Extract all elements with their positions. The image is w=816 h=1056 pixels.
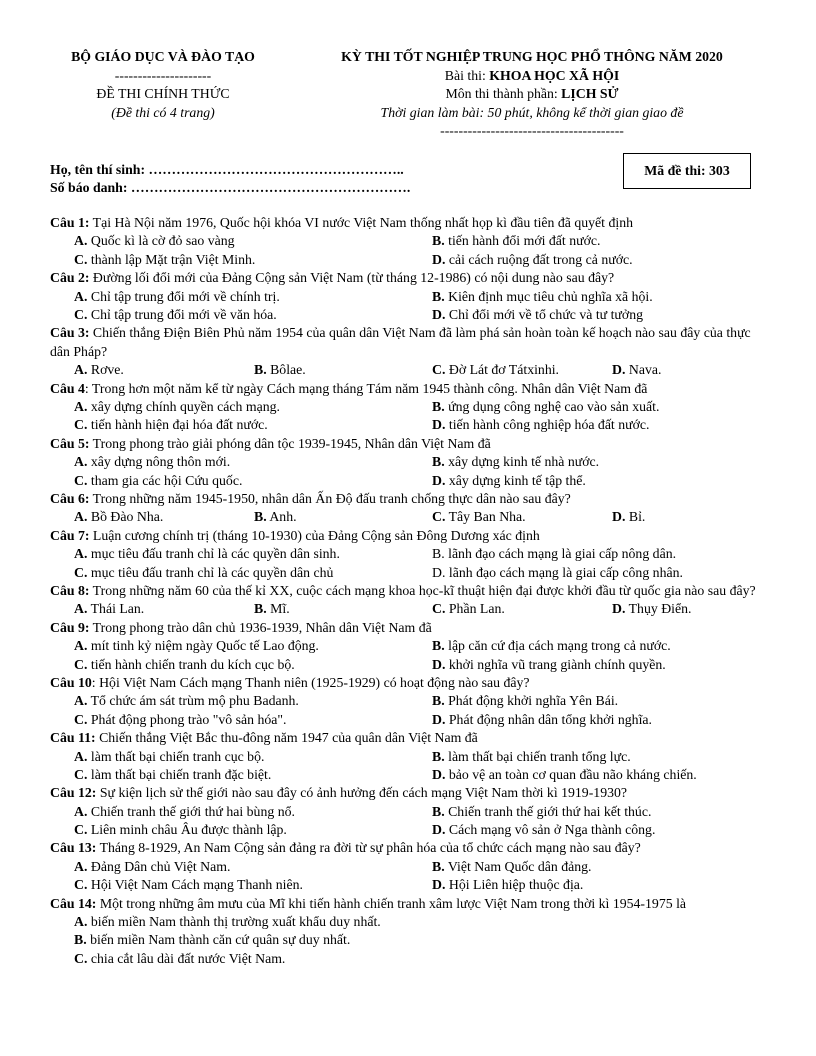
right-divider: ---------------------------------------- bbox=[440, 123, 624, 138]
header-left bbox=[50, 48, 276, 122]
option-letter: D. bbox=[432, 417, 446, 433]
option-text: Việt Nam Quốc dân đảng. bbox=[444, 858, 592, 874]
answer-option bbox=[612, 600, 770, 618]
question bbox=[50, 435, 770, 490]
option-letter: A. bbox=[74, 288, 88, 304]
option-letter: C. bbox=[74, 950, 88, 966]
option-row bbox=[50, 858, 770, 876]
exam-code-box: Mã đề thi: 303 bbox=[623, 153, 751, 189]
option-text: xây dựng kinh tế tập thể. bbox=[445, 472, 586, 488]
answer-option bbox=[50, 950, 770, 968]
ministry-name: BỘ GIÁO DỤC VÀ ĐÀO TẠO bbox=[71, 49, 255, 64]
question-number: Câu 8: bbox=[50, 582, 90, 598]
option-letter: B. bbox=[432, 233, 445, 249]
option-letter: A. bbox=[74, 233, 88, 249]
answer-option bbox=[254, 361, 432, 379]
question-text: Đường lối đổi mới của Đảng Cộng sản Việt Nam (từ tháng 12-1986) có nội dung nào sau đây? bbox=[89, 270, 615, 286]
candidate-name-line: Họ, tên thí sinh: ……………………………………………….. bbox=[50, 162, 404, 177]
option-text: tham gia các hội Cứu quốc. bbox=[87, 472, 243, 488]
option-row bbox=[50, 656, 770, 674]
option-row bbox=[50, 600, 770, 618]
answer-option bbox=[50, 748, 432, 766]
answer-option bbox=[432, 398, 770, 416]
answer-option bbox=[50, 508, 254, 526]
option-row bbox=[50, 361, 770, 379]
subject-prefix: Môn thi thành phần: bbox=[445, 86, 562, 101]
answer-option bbox=[50, 711, 432, 729]
option-text: lãnh đạo cách mạng là giai cấp nông dân. bbox=[444, 546, 677, 562]
question bbox=[50, 674, 770, 729]
option-text: Hội Việt Nam Cách mạng Thanh niên. bbox=[87, 877, 303, 893]
question-stem bbox=[50, 435, 770, 453]
option-text: tiến hành chiến tranh du kích cục bộ. bbox=[87, 656, 295, 672]
option-row bbox=[50, 821, 770, 839]
question-number: Câu 5: bbox=[50, 435, 90, 451]
option-letter: A. bbox=[74, 858, 88, 874]
option-row bbox=[50, 472, 770, 490]
option-text: Chỉ đổi mới về tổ chức và tư tưởng bbox=[445, 306, 644, 322]
option-letter: B. bbox=[432, 454, 445, 470]
question-stem bbox=[50, 839, 770, 857]
question-text: Luận cương chính trị (tháng 10-1930) của Đảng Cộng sản Đông Dương xác định bbox=[89, 527, 540, 543]
option-letter: D. bbox=[612, 601, 626, 617]
answer-options bbox=[50, 288, 770, 325]
answer-options bbox=[50, 748, 770, 785]
option-letter: C. bbox=[74, 251, 88, 267]
option-letter: D. bbox=[432, 711, 446, 727]
pages-note: (Đề thi có 4 trang) bbox=[111, 104, 215, 120]
answer-option bbox=[50, 656, 432, 674]
option-letter: C. bbox=[74, 417, 88, 433]
answer-option bbox=[50, 858, 432, 876]
question-text: Trong phong trào giải phóng dân tộc 1939-1945, Nhân dân Việt Nam đã bbox=[89, 435, 491, 451]
answer-option bbox=[432, 600, 612, 618]
answer-options bbox=[50, 361, 770, 379]
answer-option bbox=[50, 913, 770, 931]
option-row bbox=[50, 637, 770, 655]
answer-option bbox=[50, 232, 432, 250]
question-stem bbox=[50, 784, 770, 802]
option-row bbox=[50, 748, 770, 766]
option-letter: C. bbox=[432, 362, 446, 378]
answer-option bbox=[432, 637, 770, 655]
option-letter: D. bbox=[432, 877, 446, 893]
option-letter: A. bbox=[74, 638, 88, 654]
option-text: Kiên định mục tiêu chủ nghĩa xã hội. bbox=[444, 288, 653, 304]
option-letter: B. bbox=[432, 748, 445, 764]
answer-option bbox=[254, 600, 432, 618]
candidate-id-line: Số báo danh: ……………………………………………………. bbox=[50, 180, 411, 195]
option-row bbox=[50, 508, 770, 526]
question-text: Chiến thắng Việt Bắc thu-đông năm 1947 của quân dân Việt Nam đã bbox=[95, 730, 478, 746]
option-letter: C. bbox=[74, 822, 88, 838]
option-letter: C. bbox=[74, 877, 88, 893]
answer-options bbox=[50, 637, 770, 674]
option-text: Phần Lan. bbox=[445, 601, 505, 617]
answer-option bbox=[432, 416, 770, 434]
subject-name: LỊCH SỬ bbox=[561, 86, 619, 101]
answer-option bbox=[50, 766, 432, 784]
option-letter: A. bbox=[74, 546, 88, 562]
question bbox=[50, 490, 770, 527]
question-text: Tại Hà Nội năm 1976, Quốc hội khóa VI nước Việt Nam thống nhất họp kì đầu tiên đã quyết định bbox=[89, 215, 633, 230]
option-letter: C. bbox=[74, 711, 88, 727]
option-text: tiến hành công nghiệp hóa đất nước. bbox=[445, 417, 650, 433]
answer-options bbox=[50, 692, 770, 729]
answer-option bbox=[432, 692, 770, 710]
option-letter: B. bbox=[432, 638, 445, 654]
option-row bbox=[50, 803, 770, 821]
question bbox=[50, 784, 770, 839]
option-text: tiến hành đổi mới đất nước. bbox=[444, 233, 601, 249]
question bbox=[50, 214, 770, 269]
option-letter: B. bbox=[432, 546, 445, 562]
question-number: Câu 4 bbox=[50, 380, 85, 396]
question-stem bbox=[50, 269, 770, 287]
answer-option bbox=[50, 361, 254, 379]
option-letter: B. bbox=[254, 601, 267, 617]
option-text: biến miền Nam thành căn cứ quân sự duy nhất. bbox=[86, 932, 351, 948]
answer-option bbox=[432, 564, 770, 582]
question-stem bbox=[50, 619, 770, 637]
option-row bbox=[50, 564, 770, 582]
option-text: thành lập Mặt trận Việt Minh. bbox=[87, 251, 256, 267]
answer-options bbox=[50, 803, 770, 840]
answer-option bbox=[612, 508, 770, 526]
option-letter: A. bbox=[74, 454, 88, 470]
answer-option bbox=[50, 637, 432, 655]
question bbox=[50, 269, 770, 324]
question-number: Câu 2: bbox=[50, 270, 90, 286]
option-text: bảo vệ an toàn cơ quan đầu não kháng chiến. bbox=[445, 766, 697, 782]
option-text: làm thất bại chiến tranh đặc biệt. bbox=[87, 766, 272, 782]
option-letter: C. bbox=[74, 306, 88, 322]
question-text: Trong những năm 60 của thế kỉ XX, cuộc cách mạng khoa học-kĩ thuật hiện đại được khởi đầu từ quốc gia nào sau đây? bbox=[89, 582, 756, 598]
answer-option bbox=[432, 288, 770, 306]
question-stem bbox=[50, 324, 770, 361]
question bbox=[50, 527, 770, 582]
option-row bbox=[50, 692, 770, 710]
answer-option bbox=[432, 876, 770, 894]
option-letter: C. bbox=[432, 509, 446, 525]
option-row bbox=[50, 306, 770, 324]
option-row bbox=[50, 950, 770, 968]
option-text: chia cắt lâu dài đất nước Việt Nam. bbox=[87, 950, 286, 966]
answer-option bbox=[254, 508, 432, 526]
option-letter: D. bbox=[432, 472, 446, 488]
option-row bbox=[50, 453, 770, 471]
answer-options bbox=[50, 858, 770, 895]
candidate-info bbox=[50, 161, 410, 197]
option-text: Liên minh châu Âu được thành lập. bbox=[87, 822, 287, 838]
question-stem bbox=[50, 380, 770, 398]
option-text: lập căn cứ địa cách mạng trong cả nước. bbox=[444, 638, 671, 654]
question-number: Câu 1: bbox=[50, 215, 90, 230]
question-number: Câu 9: bbox=[50, 619, 90, 635]
question-text: : Trong hơn một năm kể từ ngày Cách mạng tháng Tám năm 1945 thành công. Nhân dân Việt Nam đã bbox=[84, 380, 648, 396]
answer-option bbox=[432, 472, 770, 490]
option-letter: D. bbox=[432, 766, 446, 782]
answer-option bbox=[50, 692, 432, 710]
question-text: Trong phong trào dân chủ 1936-1939, Nhân dân Việt Nam đã bbox=[89, 619, 432, 635]
option-letter: A. bbox=[74, 601, 88, 617]
question-stem bbox=[50, 582, 770, 600]
question-number: Câu 12: bbox=[50, 785, 97, 801]
option-text: mục tiêu đấu tranh chỉ là các quyền dân sinh. bbox=[87, 546, 340, 562]
option-letter: D. bbox=[612, 362, 626, 378]
paper-name: KHOA HỌC XÃ HỘI bbox=[489, 67, 620, 83]
question bbox=[50, 839, 770, 894]
answer-option bbox=[50, 564, 432, 582]
question-number: Câu 7: bbox=[50, 527, 90, 543]
option-letter: A. bbox=[74, 803, 88, 819]
option-row bbox=[50, 913, 770, 931]
answer-options bbox=[50, 508, 770, 526]
question-number: Câu 6: bbox=[50, 490, 90, 506]
question-number: Câu 14: bbox=[50, 895, 97, 911]
official-exam-label: ĐỀ THI CHÍNH THỨC bbox=[96, 86, 230, 101]
option-letter: C. bbox=[74, 766, 88, 782]
question-text: : Hội Việt Nam Cách mạng Thanh niên (1925-1929) có hoạt động nào sau đây? bbox=[91, 674, 530, 690]
option-letter: B. bbox=[432, 398, 445, 414]
option-text: Phát động phong trào "vô sản hóa". bbox=[87, 711, 287, 727]
option-text: lãnh đạo cách mạng là giai cấp công nhân. bbox=[445, 564, 683, 580]
answer-options bbox=[50, 913, 770, 968]
question-number: Câu 3: bbox=[50, 325, 90, 341]
answer-option bbox=[612, 361, 770, 379]
option-text: làm thất bại chiến tranh cục bộ. bbox=[87, 748, 265, 764]
question-stem bbox=[50, 214, 770, 232]
answer-option bbox=[50, 803, 432, 821]
option-row bbox=[50, 251, 770, 269]
time-note: Thời gian làm bài: 50 phút, không kể thời gian giao đề bbox=[380, 104, 684, 120]
question-number: Câu 10 bbox=[50, 674, 92, 690]
answer-options bbox=[50, 545, 770, 582]
question bbox=[50, 380, 770, 435]
paper-line bbox=[298, 67, 766, 86]
option-text: Mĩ. bbox=[266, 601, 290, 617]
answer-option bbox=[432, 453, 770, 471]
option-letter: B. bbox=[254, 362, 267, 378]
answer-option bbox=[432, 251, 770, 269]
option-letter: A. bbox=[74, 509, 88, 525]
option-letter: C. bbox=[432, 601, 446, 617]
option-text: Bồ Đào Nha. bbox=[87, 509, 164, 525]
option-letter: B. bbox=[432, 288, 445, 304]
answer-option bbox=[432, 766, 770, 784]
question bbox=[50, 582, 770, 619]
option-text: xây dựng chính quyền cách mạng. bbox=[87, 398, 280, 414]
option-text: Rơve. bbox=[87, 362, 124, 378]
option-letter: C. bbox=[74, 656, 88, 672]
option-text: Chỉ tập trung đổi mới về chính trị. bbox=[87, 288, 280, 304]
option-letter: D. bbox=[432, 564, 446, 580]
answer-option bbox=[50, 600, 254, 618]
option-text: làm thất bại chiến tranh tổng lực. bbox=[444, 748, 631, 764]
option-text: Phát động nhân dân tổng khởi nghĩa. bbox=[445, 711, 652, 727]
option-letter: D. bbox=[432, 306, 446, 322]
option-row bbox=[50, 232, 770, 250]
option-text: Quốc kì là cờ đỏ sao vàng bbox=[87, 233, 235, 249]
option-text: tiến hành hiện đại hóa đất nước. bbox=[87, 417, 268, 433]
option-letter: C. bbox=[74, 564, 88, 580]
answer-option bbox=[432, 803, 770, 821]
question-stem bbox=[50, 674, 770, 692]
option-text: Anh. bbox=[266, 509, 297, 525]
answer-option bbox=[50, 453, 432, 471]
option-letter: B. bbox=[432, 693, 445, 709]
option-row bbox=[50, 416, 770, 434]
option-text: xây dựng kinh tế nhà nước. bbox=[444, 454, 600, 470]
option-text: Bôlae. bbox=[266, 362, 306, 378]
option-letter: D. bbox=[612, 509, 626, 525]
option-text: ứng dụng công nghệ cao vào sản xuất. bbox=[444, 398, 660, 414]
answer-option bbox=[432, 858, 770, 876]
option-text: Chiến tranh thế giới thứ hai bùng nổ. bbox=[87, 803, 295, 819]
option-row bbox=[50, 876, 770, 894]
option-letter: B. bbox=[74, 932, 87, 948]
option-row bbox=[50, 545, 770, 563]
option-text: Chỉ tập trung đổi mới về văn hóa. bbox=[87, 306, 277, 322]
option-letter: A. bbox=[74, 748, 88, 764]
option-text: Bỉ. bbox=[625, 509, 646, 525]
answer-option bbox=[50, 545, 432, 563]
question-stem bbox=[50, 729, 770, 747]
option-row bbox=[50, 711, 770, 729]
answer-option bbox=[50, 876, 432, 894]
option-text: cải cách ruộng đất trong cả nước. bbox=[445, 251, 633, 267]
paper-prefix: Bài thi: bbox=[444, 67, 490, 83]
option-letter: B. bbox=[254, 509, 267, 525]
option-row bbox=[50, 766, 770, 784]
left-divider: --------------------- bbox=[114, 67, 212, 83]
option-row bbox=[50, 398, 770, 416]
option-text: mục tiêu đấu tranh chỉ là các quyền dân chủ bbox=[87, 564, 334, 580]
option-text: mít tinh kỷ niệm ngày Quốc tế Lao động. bbox=[87, 638, 319, 654]
question-text: Sự kiện lịch sử thế giới nào sau đây có ảnh hưởng đến cách mạng Việt Nam thời kì 1919-1930? bbox=[96, 785, 628, 801]
header-right bbox=[298, 48, 766, 141]
option-text: Thái Lan. bbox=[87, 601, 145, 617]
option-text: khởi nghĩa vũ trang giành chính quyền. bbox=[445, 656, 666, 672]
question-stem bbox=[50, 490, 770, 508]
question-stem bbox=[50, 895, 770, 913]
answer-option bbox=[50, 398, 432, 416]
question-number: Câu 11: bbox=[50, 730, 96, 746]
answer-options bbox=[50, 232, 770, 269]
question-stem bbox=[50, 527, 770, 545]
answer-options bbox=[50, 600, 770, 618]
answer-option bbox=[432, 545, 770, 563]
option-letter: B. bbox=[432, 803, 445, 819]
question-list bbox=[50, 214, 770, 968]
option-text: Đảng Dân chủ Việt Nam. bbox=[87, 858, 231, 874]
answer-option bbox=[432, 656, 770, 674]
option-text: Chiến tranh thế giới thứ hai kết thúc. bbox=[444, 803, 652, 819]
option-text: Tây Ban Nha. bbox=[445, 509, 526, 525]
subject-line bbox=[298, 85, 766, 104]
answer-option bbox=[432, 232, 770, 250]
option-letter: A. bbox=[74, 362, 88, 378]
option-text: biến miền Nam thành thị trường xuất khẩu duy nhất. bbox=[87, 914, 381, 930]
option-text: Hội Liên hiệp thuộc địa. bbox=[445, 877, 584, 893]
question bbox=[50, 895, 770, 969]
question-text: Tháng 8-1929, An Nam Cộng sản đảng ra đời từ sự phân hóa của tổ chức cách mạng nào sau đây? bbox=[96, 840, 641, 856]
option-letter: B. bbox=[432, 858, 445, 874]
option-row bbox=[50, 931, 770, 949]
question-text: Một trong những âm mưu của Mĩ khi tiến hành chiến tranh xâm lược Việt Nam trong thời kì 1954-1975 là bbox=[96, 895, 687, 911]
answer-option bbox=[50, 251, 432, 269]
option-letter: D. bbox=[432, 251, 446, 267]
option-text: Đờ Lát đơ Tátxinhi. bbox=[445, 362, 560, 378]
option-text: Nava. bbox=[625, 362, 662, 378]
answer-options bbox=[50, 398, 770, 435]
question bbox=[50, 324, 770, 379]
question bbox=[50, 619, 770, 674]
answer-option bbox=[432, 306, 770, 324]
answer-option bbox=[432, 821, 770, 839]
option-letter: C. bbox=[74, 472, 88, 488]
answer-options bbox=[50, 453, 770, 490]
answer-option bbox=[50, 416, 432, 434]
answer-option bbox=[50, 306, 432, 324]
question-text: Chiến thắng Điện Biên Phủ năm 1954 của quân dân Việt Nam đã làm phá sản hoàn toàn kế hoạch nào sau đây của thực dân Pháp? bbox=[50, 325, 751, 359]
answer-option bbox=[50, 931, 770, 949]
answer-option bbox=[432, 508, 612, 526]
option-text: Cách mạng vô sản ở Nga thành công. bbox=[445, 822, 656, 838]
answer-option bbox=[50, 821, 432, 839]
option-row bbox=[50, 288, 770, 306]
option-letter: A. bbox=[74, 693, 88, 709]
option-letter: A. bbox=[74, 914, 88, 930]
option-letter: A. bbox=[74, 398, 88, 414]
option-text: Thụy Điển. bbox=[625, 601, 692, 617]
option-letter: D. bbox=[432, 822, 446, 838]
answer-option bbox=[432, 711, 770, 729]
answer-option bbox=[50, 288, 432, 306]
option-text: Tổ chức ám sát trùm mộ phu Badanh. bbox=[87, 693, 299, 709]
answer-option bbox=[432, 361, 612, 379]
exam-title: KỲ THI TỐT NGHIỆP TRUNG HỌC PHỔ THÔNG NĂM 2020 bbox=[341, 49, 723, 64]
question bbox=[50, 729, 770, 784]
option-text: Phát động khởi nghĩa Yên Bái. bbox=[444, 693, 619, 709]
option-letter: D. bbox=[432, 656, 446, 672]
question-number: Câu 13: bbox=[50, 840, 97, 856]
answer-option bbox=[50, 472, 432, 490]
question-text: Trong những năm 1945-1950, nhân dân Ấn Độ đấu tranh chống thực dân nào sau đây? bbox=[89, 490, 571, 506]
answer-option bbox=[432, 748, 770, 766]
option-text: xây dựng nông thôn mới. bbox=[87, 454, 231, 470]
